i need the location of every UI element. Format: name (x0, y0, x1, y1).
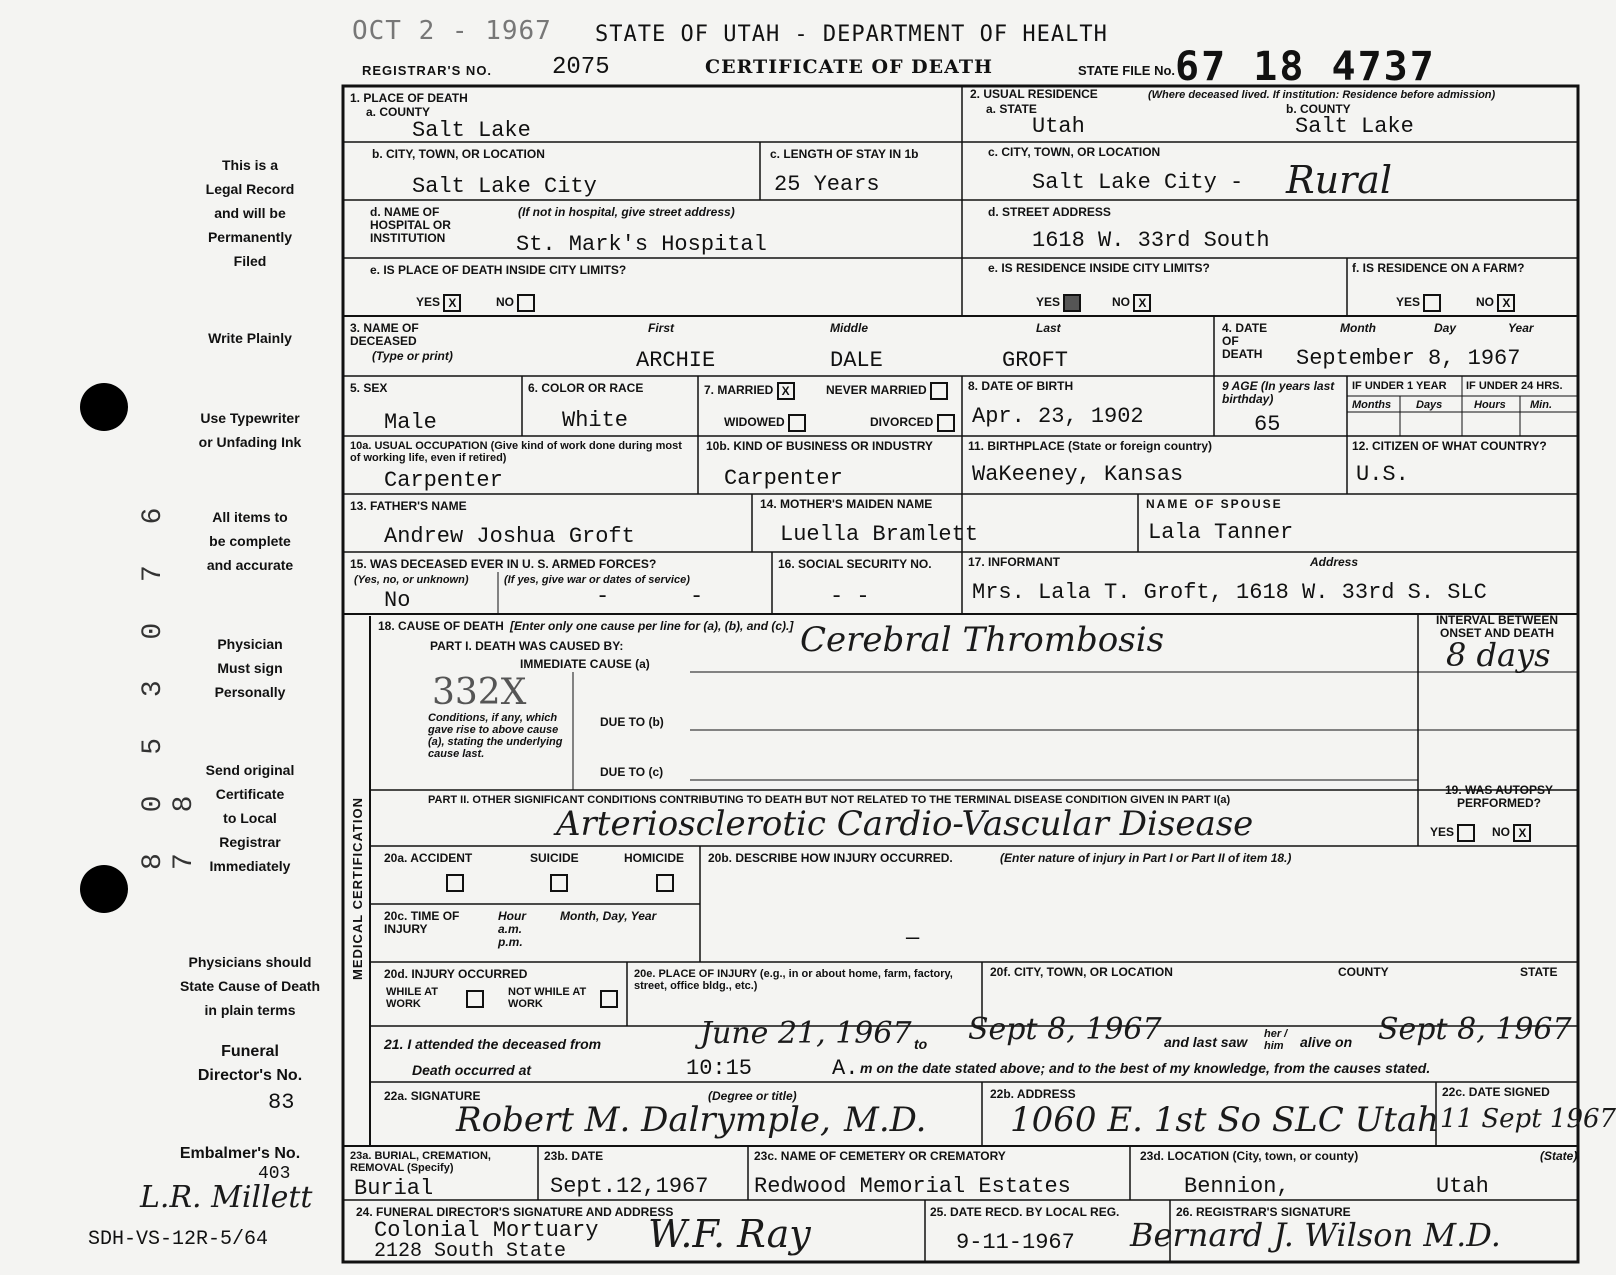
last-seen-alive: Sept 8, 1967 (1378, 1012, 1572, 1047)
death-date-label: 4. DATE OF DEATH (1222, 321, 1268, 361)
business: Carpenter (724, 466, 843, 491)
while-at-work-label: WHILE AT WORK (386, 986, 438, 1010)
place-of-death-label: 1. PLACE OF DEATH (350, 91, 468, 105)
burial-date-label: 23b. DATE (544, 1149, 604, 1163)
usual-residence-note: (Where deceased lived. If institution: Residence before admission) (1148, 89, 1496, 101)
residence-rural-handwritten: Rural (1286, 158, 1393, 202)
year-label: Year (1508, 321, 1534, 335)
write-plainly-note: Write Plainly (208, 330, 292, 346)
citizen-label: 12. CITIZEN OF WHAT COUNTRY? (1352, 439, 1547, 453)
father-label: 13. FATHER'S NAME (350, 499, 467, 513)
spouse-name: Lala Tanner (1148, 520, 1294, 545)
cause-of-death-note: [Enter only one cause per line for (a), (b), and (c).] (510, 619, 794, 633)
death-city-label: b. CITY, TOWN, OR LOCATION (372, 147, 545, 161)
last-saw-label: and last saw (1164, 1034, 1248, 1050)
registrar-signature: Bernard J. Wilson M.D. (1130, 1216, 1501, 1254)
death-inside-city-label: e. IS PLACE OF DEATH INSIDE CITY LIMITS? (370, 263, 627, 277)
burial-location: Bennion, (1184, 1174, 1290, 1199)
residence-city: Salt Lake City - (1032, 170, 1244, 195)
while-at-work-box[interactable] (466, 990, 484, 1008)
due-to-b-label: DUE TO (b) (600, 715, 664, 729)
death-county: Salt Lake (412, 118, 531, 143)
middle-name-label: Middle (830, 321, 868, 335)
death-occurred-label: Death occurred at (412, 1062, 532, 1078)
other-conditions: Arteriosclerotic Cardio-Vascular Disease (556, 804, 1254, 844)
armed-forces: No (384, 588, 411, 613)
injury-description: — (906, 926, 920, 951)
ssn-label: 16. SOCIAL SECURITY NO. (778, 557, 932, 571)
hours-label: Hours (1474, 399, 1506, 411)
form-number: SDH-VS-12R-5/64 (88, 1228, 269, 1251)
burial-state: Utah (1436, 1174, 1489, 1199)
death-city: Salt Lake City (412, 174, 597, 199)
middle-name: DALE (830, 348, 883, 373)
ssn: - - (830, 584, 870, 609)
autopsy-label: 19. WAS AUTOPSY PERFORMED? (1444, 783, 1554, 810)
accident-label: 20a. ACCIDENT (384, 851, 473, 865)
physician-address: 1060 E. 1st So SLC Utah (1010, 1100, 1440, 1140)
conditions-note: Conditions, if any, which gave rise to above cause (a), stating the underlying cause last. (428, 712, 563, 760)
coding-mark: 332X (432, 672, 527, 713)
residence-state: Utah (1032, 114, 1085, 139)
residence-street-label: d. STREET ADDRESS (988, 205, 1111, 219)
funeral-director-label: Funeral Director's No. (197, 1043, 303, 1084)
residence-inside-city-no[interactable]: NO X (1112, 294, 1151, 312)
death-time: 10:15 (686, 1056, 753, 1081)
immediate-cause-label: IMMEDIATE CAUSE (a) (520, 657, 650, 671)
degree-label: (Degree or title) (708, 1089, 797, 1103)
embalmer-number: 403 (258, 1164, 291, 1184)
physician-address-label: 22b. ADDRESS (990, 1087, 1076, 1101)
mortuary-address: 2128 South State (374, 1240, 567, 1263)
first-name: ARCHIE (636, 348, 716, 373)
spouse-label: NAME OF SPOUSE (1146, 497, 1283, 511)
burial: Burial (354, 1176, 434, 1201)
signature-label: 22a. SIGNATURE (384, 1089, 481, 1103)
date-received-label: 25. DATE RECD. BY LOCAL REG. (930, 1205, 1120, 1219)
armed-forces-label: 15. WAS DECEASED EVER IN U. S. ARMED FORCES? (350, 557, 657, 571)
divorced-option[interactable]: DIVORCED (870, 414, 955, 432)
informant-label: 17. INFORMANT (968, 555, 1061, 569)
injury-description-note: (Enter nature of injury in Part I or Part II of item 18.) (1000, 851, 1292, 865)
under-1-year-label: IF UNDER 1 YEAR (1352, 380, 1447, 392)
suicide-box[interactable] (550, 874, 568, 892)
residence-street: 1618 W. 33rd South (1032, 228, 1270, 253)
attended-label: 21. I attended the deceased from (384, 1036, 602, 1052)
last-name-label: Last (1036, 321, 1061, 335)
not-at-work-label: NOT WHILE AT WORK (508, 986, 587, 1010)
deceased-name-label: 3. NAME OF DECEASED (350, 321, 419, 348)
received-stamp: OCT 2 - 1967 (352, 16, 552, 46)
widowed-option[interactable]: WIDOWED (724, 414, 806, 432)
never-married-option[interactable]: NEVER MARRIED (826, 382, 948, 400)
burial-label: 23a. BURIAL, CREMATION, REMOVAL (Specify) (350, 1150, 491, 1174)
medical-certification-label: MEDICAL CERTIFICATION (350, 796, 365, 980)
stay-length-label: c. LENGTH OF STAY IN 1b (770, 147, 919, 161)
residence-inside-city-yes[interactable]: YES (1036, 294, 1081, 312)
occupation: Carpenter (384, 468, 503, 493)
married-option[interactable]: 7. MARRIED X (704, 382, 795, 400)
alive-on-label: alive on (1300, 1034, 1353, 1050)
armed-service-note: (If yes, give war or dates of service) (504, 574, 690, 586)
part2-label: PART II. OTHER SIGNIFICANT CONDITIONS CONTRIBUTING TO DEATH BUT NOT RELATED TO THE TERMINAL DISEASE CONDITION GIVEN IN PART I(a) (428, 794, 1231, 806)
residence-county-label: b. COUNTY (1286, 102, 1351, 116)
date-signed: 11 Sept 1967 (1440, 1104, 1616, 1134)
certification-statement: m on the date stated above; and to the best of my knowledge, from the causes stated. (860, 1060, 1431, 1076)
cemetery-label: 23c. NAME OF CEMETERY OR CREMATORY (754, 1149, 1006, 1163)
usual-residence-label: 2. USUAL RESIDENCE (970, 87, 1098, 101)
attended-to: Sept 8, 1967 (968, 1012, 1162, 1047)
residence-farm-yes[interactable]: YES (1396, 294, 1441, 312)
residence-inside-city-label: e. IS RESIDENCE INSIDE CITY LIMITS? (988, 261, 1210, 275)
injury-description-label: 20b. DESCRIBE HOW INJURY OCCURRED. (708, 851, 953, 865)
month-label: Month (1340, 321, 1376, 335)
death-county-label: a. COUNTY (366, 105, 431, 119)
date-signed-label: 22c. DATE SIGNED (1442, 1085, 1550, 1099)
hospital-note: (If not in hospital, give street address) (518, 205, 735, 219)
mother-label: 14. MOTHER'S MAIDEN NAME (760, 497, 933, 511)
birth-date: Apr. 23, 1902 (972, 404, 1144, 429)
citizen: U.S. (1356, 462, 1409, 487)
time-of-injury-label: 20c. TIME OF INJURY (384, 909, 460, 936)
date-received: 9-11-1967 (956, 1230, 1075, 1255)
armed-forces-note: (Yes, no, or unknown) (354, 574, 469, 586)
legal-record-note: This is a Legal Record and will be Permanently Filed (205, 157, 295, 269)
her-him-label: her / him (1264, 1028, 1288, 1052)
typewriter-note: Use Typewriter or Unfading Ink (198, 410, 302, 450)
age-label: 9 AGE (In years last birthday) (1222, 379, 1335, 406)
occupation-label: 10a. USUAL OCCUPATION (Give kind of work done during most of working life, even if retired) (350, 440, 682, 464)
burial-state-label: (State) (1540, 1149, 1578, 1163)
physician-signature: Robert M. Dalrymple, (456, 1100, 831, 1140)
mother-name: Luella Bramlett (780, 522, 979, 547)
registrar-number: 2075 (552, 54, 610, 81)
embalmer-label: Embalmer's No. (179, 1145, 301, 1162)
state-file-number: 67 18 4737 (1175, 44, 1436, 90)
residence-county: Salt Lake (1295, 114, 1414, 139)
month-day-year-label: Month, Day, Year (560, 909, 657, 923)
injury-county-label: COUNTY (1338, 965, 1389, 979)
under-24-hours-label: IF UNDER 24 HRS. (1466, 380, 1563, 392)
father-name: Andrew Joshua Groft (384, 524, 635, 549)
registrar-label: REGISTRAR'S NO. (362, 63, 493, 78)
not-at-work-box[interactable] (600, 990, 618, 1008)
burial-date: Sept.12,1967 (550, 1174, 709, 1199)
homicide-box[interactable] (656, 874, 674, 892)
death-inside-city-yes[interactable]: YES X (416, 294, 461, 312)
state-file-label: STATE FILE No. (1078, 63, 1176, 78)
residence-state-label: a. STATE (986, 102, 1037, 116)
embalmer-signature: L.R. Millett (140, 1180, 313, 1215)
death-inside-city-no[interactable]: NO (496, 294, 535, 312)
stay-length: 25 Years (774, 172, 880, 197)
physician-degree: M.D. (844, 1100, 927, 1140)
cause-of-death-label: 18. CAUSE OF DEATH (378, 619, 504, 633)
informant: Mrs. Lala T. Groft, 1618 W. 33rd S. SLC (972, 580, 1487, 605)
agency-title: STATE OF UTAH - DEPARTMENT OF HEALTH (595, 22, 1108, 47)
mortuary-name: Colonial Mortuary (374, 1218, 599, 1243)
funeral-director-number: 83 (268, 1090, 295, 1115)
age: 65 (1254, 412, 1281, 437)
residence-farm-label: f. IS RESIDENCE ON A FARM? (1352, 261, 1525, 275)
deceased-name-note: (Type or print) (372, 349, 453, 363)
due-to-c-label: DUE TO (c) (600, 765, 664, 779)
place-of-injury-label: 20e. PLACE OF INJURY (e.g., in or about home, farm, factory, street, office bldg., etc.) (634, 968, 953, 992)
cause-terms-note: Physicians should State Cause of Death in plain terms (179, 954, 321, 1018)
send-original-note: Send original Certificate to Local Registrar Immediately (205, 762, 295, 874)
accident-box[interactable] (446, 874, 464, 892)
sex-label: 5. SEX (350, 381, 388, 395)
last-name: GROFT (1002, 348, 1069, 373)
hour-label: Hour a.m. p.m. (498, 909, 526, 949)
cemetery: Redwood Memorial Estates (754, 1174, 1071, 1199)
complete-note: All items to be complete and accurate (206, 509, 294, 573)
informant-address-label: Address (1310, 555, 1359, 569)
autopsy-no[interactable]: NO X (1492, 824, 1531, 842)
birthplace: WaKeeney, Kansas (972, 462, 1184, 487)
birthplace-label: 11. BIRTHPLACE (State or foreign country) (968, 439, 1213, 453)
funeral-director-signature-label: 24. FUNERAL DIRECTOR'S SIGNATURE AND ADDRESS (356, 1205, 674, 1219)
funeral-director-signature: W.F. Ray (648, 1212, 811, 1256)
death-date: September 8, 1967 (1296, 346, 1521, 371)
attended-from: June 21, 1967 (700, 1016, 912, 1051)
armed-service-dates: - (690, 584, 704, 609)
race-label: 6. COLOR OR RACE (528, 381, 644, 395)
days-label: Days (1416, 399, 1443, 411)
armed-service: - (596, 584, 610, 609)
injury-occurred-label: 20d. INJURY OCCURRED (384, 967, 528, 981)
homicide-label: HOMICIDE (624, 851, 684, 865)
sex: Male (384, 410, 437, 435)
injury-city-label: 20f. CITY, TOWN, OR LOCATION (990, 965, 1173, 979)
business-label: 10b. KIND OF BUSINESS OR INDUSTRY (706, 439, 933, 453)
interval: 8 days (1446, 636, 1551, 674)
birth-date-label: 8. DATE OF BIRTH (968, 379, 1074, 393)
part1-label: PART I. DEATH WAS CAUSED BY: (430, 639, 624, 653)
certificate-title: CERTIFICATE OF DEATH (705, 56, 993, 78)
burial-location-label: 23d. LOCATION (City, town, or county) (1140, 1149, 1359, 1163)
physician-note: Physician Must sign Personally (214, 636, 286, 700)
suicide-label: SUICIDE (530, 851, 579, 865)
residence-city-label: c. CITY, TOWN, OR LOCATION (988, 145, 1161, 159)
injury-state-label: STATE (1520, 965, 1558, 979)
interval-label: INTERVAL BETWEEN ONSET AND DEATH (1435, 613, 1558, 640)
autopsy-yes[interactable]: YES (1430, 824, 1475, 842)
immediate-cause: Cerebral Thrombosis (800, 620, 1165, 660)
death-time-am: A. (832, 1056, 859, 1081)
minutes-label: Min. (1530, 399, 1552, 411)
hospital-label: d. NAME OF HOSPITAL OR INSTITUTION (370, 205, 451, 245)
residence-farm-no[interactable]: NO X (1476, 294, 1515, 312)
registrar-signature-label: 26. REGISTRAR'S SIGNATURE (1176, 1205, 1351, 1219)
first-name-label: First (648, 321, 675, 335)
vertical-serial: 8 0 5 3 0 7 6 7 8 (138, 495, 200, 870)
race: White (562, 408, 629, 433)
hospital-name: St. Mark's Hospital (516, 232, 767, 257)
to-label: to (914, 1036, 928, 1052)
months-label: Months (1352, 399, 1392, 411)
day-label: Day (1434, 321, 1457, 335)
